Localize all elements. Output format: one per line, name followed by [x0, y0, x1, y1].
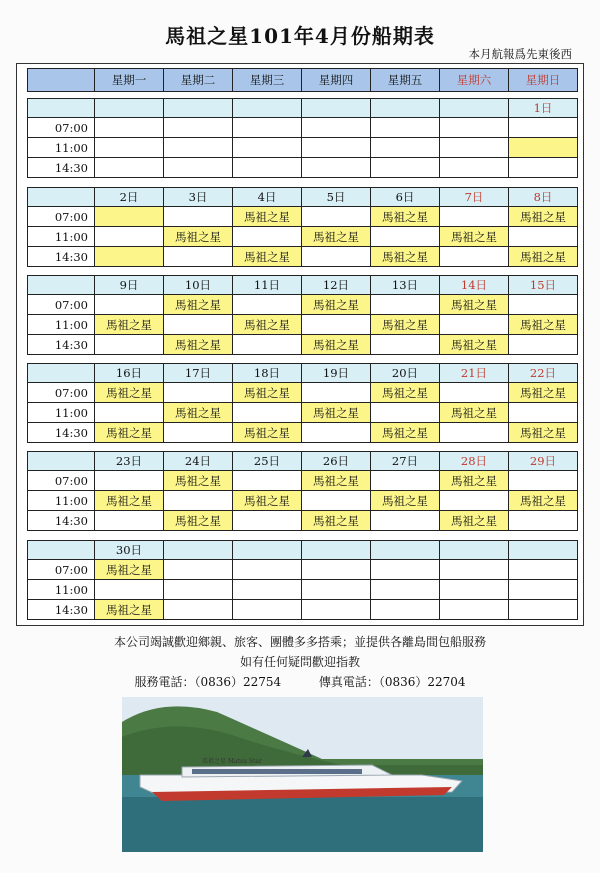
sailing-cell: 馬祖之星	[302, 335, 371, 355]
sailing-cell: 馬祖之星	[371, 247, 440, 267]
sailing-cell: 馬祖之星	[440, 403, 509, 423]
empty-cell	[233, 335, 302, 355]
empty-cell	[440, 315, 509, 335]
time-label: 14:30	[28, 247, 95, 267]
empty-cell	[233, 138, 302, 158]
empty-cell	[440, 118, 509, 138]
empty-cell	[509, 227, 578, 247]
empty-cell	[302, 118, 371, 138]
empty-cell	[95, 295, 164, 315]
weekday-header-table	[27, 68, 578, 92]
date-cell	[233, 541, 302, 560]
date-cell: 7日	[440, 188, 509, 207]
empty-cell	[95, 580, 164, 600]
empty-cell	[302, 207, 371, 227]
date-cell: 13日	[371, 276, 440, 295]
sailing-cell: 馬祖之星	[95, 315, 164, 335]
sailing-cell: 馬祖之星	[233, 247, 302, 267]
empty-cell	[371, 560, 440, 580]
sailing-cell: 馬祖之星	[302, 403, 371, 423]
date-cell	[233, 99, 302, 118]
weekday-header: 星期四	[302, 69, 371, 92]
time-label: 11:00	[28, 491, 95, 511]
page-subtitle: 本月航報爲先東後西	[468, 47, 572, 61]
empty-cell	[164, 207, 233, 227]
empty-cell	[233, 118, 302, 138]
sailing-cell: 馬祖之星	[233, 423, 302, 443]
sailing-cell: 馬祖之星	[509, 491, 578, 511]
sailing-cell: 馬祖之星	[302, 511, 371, 531]
date-cell: 28日	[440, 452, 509, 471]
empty-cell	[164, 315, 233, 335]
date-cell: 8日	[509, 188, 578, 207]
sailing-cell: 馬祖之星	[164, 511, 233, 531]
empty-cell	[302, 247, 371, 267]
sailing-cell: 馬祖之星	[164, 295, 233, 315]
week-table	[27, 363, 578, 443]
date-row-label	[28, 452, 95, 471]
empty-cell	[440, 138, 509, 158]
weekday-header: 星期二	[164, 69, 233, 92]
date-cell: 18日	[233, 364, 302, 383]
empty-cell	[233, 227, 302, 247]
sailing-cell: 馬祖之星	[164, 471, 233, 491]
empty-cell	[371, 600, 440, 620]
sailing-cell: 馬祖之星	[371, 491, 440, 511]
empty-cell	[164, 560, 233, 580]
empty-cell	[95, 511, 164, 531]
sailing-cell: 馬祖之星	[302, 471, 371, 491]
empty-cell	[440, 383, 509, 403]
empty-cell	[371, 403, 440, 423]
sailing-cell: 馬祖之星	[233, 207, 302, 227]
date-cell	[302, 99, 371, 118]
empty-cell	[509, 335, 578, 355]
time-label: 14:30	[28, 335, 95, 355]
sailing-cell: 馬祖之星	[509, 423, 578, 443]
page-title: 馬祖之星101年4月份船期表	[165, 24, 435, 48]
empty-cell	[164, 383, 233, 403]
empty-cell	[440, 247, 509, 267]
empty-cell	[164, 580, 233, 600]
empty-cell	[371, 511, 440, 531]
empty-cell	[302, 560, 371, 580]
time-label: 07:00	[28, 207, 95, 227]
date-cell	[509, 541, 578, 560]
time-label: 11:00	[28, 138, 95, 158]
empty-cell	[509, 560, 578, 580]
empty-cell	[302, 383, 371, 403]
date-cell: 22日	[509, 364, 578, 383]
empty-cell	[509, 600, 578, 620]
sailing-cell: 馬祖之星	[509, 315, 578, 335]
empty-cell	[302, 600, 371, 620]
empty-cell	[509, 158, 578, 178]
empty-cell	[509, 580, 578, 600]
service-phone-label: 服務電話：	[134, 675, 195, 689]
date-cell: 19日	[302, 364, 371, 383]
empty-cell	[233, 511, 302, 531]
sailing-cell: 馬祖之星	[95, 423, 164, 443]
week-table	[27, 275, 578, 355]
sailing-cell: 馬祖之星	[302, 227, 371, 247]
empty-cell	[233, 560, 302, 580]
date-cell: 5日	[302, 188, 371, 207]
empty-cell	[371, 118, 440, 138]
empty-cell	[164, 600, 233, 620]
date-cell: 16日	[95, 364, 164, 383]
sailing-cell: 馬祖之星	[440, 511, 509, 531]
sailing-cell: 馬祖之星	[164, 335, 233, 355]
date-row-label	[28, 188, 95, 207]
empty-cell	[164, 423, 233, 443]
sailing-cell: 馬祖之星	[371, 207, 440, 227]
empty-cell	[164, 118, 233, 138]
empty-cell	[302, 315, 371, 335]
weekday-header: 星期一	[95, 69, 164, 92]
date-cell: 30日	[95, 541, 164, 560]
sailing-cell: 馬祖之星	[233, 491, 302, 511]
date-cell: 24日	[164, 452, 233, 471]
sailing-cell: 馬祖之星	[440, 227, 509, 247]
empty-cell	[440, 580, 509, 600]
date-cell	[371, 541, 440, 560]
empty-cell	[371, 138, 440, 158]
empty-cell	[509, 118, 578, 138]
empty-cell	[440, 560, 509, 580]
empty-cell	[440, 423, 509, 443]
contact-line	[0, 673, 600, 690]
time-label: 14:30	[28, 423, 95, 443]
highlight-cell	[509, 138, 578, 158]
date-cell	[302, 541, 371, 560]
date-cell	[95, 99, 164, 118]
weekday-header: 星期六	[440, 69, 509, 92]
date-cell	[440, 541, 509, 560]
empty-cell	[509, 471, 578, 491]
time-label: 07:00	[28, 560, 95, 580]
footer-line-1: 本公司竭誠歡迎鄉親、旅客、團體多多搭乘；並提供各離島間包船服務	[113, 635, 486, 649]
sailing-cell: 馬祖之星	[95, 600, 164, 620]
empty-cell	[95, 403, 164, 423]
empty-cell	[371, 295, 440, 315]
empty-cell	[95, 335, 164, 355]
header-corner	[28, 69, 95, 92]
date-cell	[164, 99, 233, 118]
footer-line-2: 如有任何疑問歡迎指教	[239, 655, 360, 669]
empty-cell	[440, 207, 509, 227]
empty-cell	[233, 471, 302, 491]
sailing-cell: 馬祖之星	[302, 295, 371, 315]
date-cell: 21日	[440, 364, 509, 383]
sailing-cell: 馬祖之星	[95, 560, 164, 580]
sailing-cell: 馬祖之星	[233, 315, 302, 335]
sailing-cell: 馬祖之星	[164, 403, 233, 423]
empty-cell	[95, 158, 164, 178]
week-table	[27, 98, 578, 178]
highlight-cell	[95, 207, 164, 227]
time-label: 14:30	[28, 158, 95, 178]
date-cell: 25日	[233, 452, 302, 471]
empty-cell	[302, 491, 371, 511]
date-cell: 23日	[95, 452, 164, 471]
sailing-cell: 馬祖之星	[233, 383, 302, 403]
date-cell: 15日	[509, 276, 578, 295]
empty-cell	[95, 138, 164, 158]
empty-cell	[509, 295, 578, 315]
date-cell: 9日	[95, 276, 164, 295]
sailing-cell: 馬祖之星	[440, 295, 509, 315]
sailing-cell: 馬祖之星	[371, 423, 440, 443]
empty-cell	[302, 138, 371, 158]
highlight-cell	[95, 247, 164, 267]
empty-cell	[95, 471, 164, 491]
date-cell: 29日	[509, 452, 578, 471]
empty-cell	[440, 158, 509, 178]
date-cell: 12日	[302, 276, 371, 295]
time-label: 07:00	[28, 295, 95, 315]
empty-cell	[233, 600, 302, 620]
date-cell: 6日	[371, 188, 440, 207]
empty-cell	[371, 471, 440, 491]
date-row-label	[28, 541, 95, 560]
empty-cell	[371, 227, 440, 247]
empty-cell	[371, 580, 440, 600]
empty-cell	[302, 423, 371, 443]
time-label: 14:30	[28, 600, 95, 620]
service-phone: （0836）22754	[194, 675, 282, 689]
weekday-header: 星期三	[233, 69, 302, 92]
empty-cell	[164, 138, 233, 158]
date-cell: 20日	[371, 364, 440, 383]
empty-cell	[95, 227, 164, 247]
date-cell	[371, 99, 440, 118]
date-cell: 2日	[95, 188, 164, 207]
sailing-cell: 馬祖之星	[164, 227, 233, 247]
time-label: 11:00	[28, 580, 95, 600]
date-cell: 26日	[302, 452, 371, 471]
date-row-label	[28, 276, 95, 295]
sailing-cell: 馬祖之星	[440, 335, 509, 355]
time-label: 11:00	[28, 227, 95, 247]
empty-cell	[302, 580, 371, 600]
fax-phone: （0836）22704	[378, 675, 466, 689]
sailing-cell: 馬祖之星	[509, 383, 578, 403]
date-row-label	[28, 99, 95, 118]
date-cell: 3日	[164, 188, 233, 207]
empty-cell	[95, 118, 164, 138]
time-label: 11:00	[28, 315, 95, 335]
sailing-cell: 馬祖之星	[95, 491, 164, 511]
week-table	[27, 540, 578, 620]
date-cell	[164, 541, 233, 560]
date-cell: 4日	[233, 188, 302, 207]
time-label: 07:00	[28, 383, 95, 403]
time-label: 07:00	[28, 118, 95, 138]
empty-cell	[233, 403, 302, 423]
weekday-header: 星期日	[509, 69, 578, 92]
sailing-cell: 馬祖之星	[440, 471, 509, 491]
empty-cell	[164, 158, 233, 178]
sailing-cell: 馬祖之星	[371, 383, 440, 403]
empty-cell	[509, 511, 578, 531]
boat-name-text: 馬祖之星 Matsu Star	[202, 758, 262, 765]
sailing-cell: 馬祖之星	[371, 315, 440, 335]
sailing-cell: 馬祖之星	[95, 383, 164, 403]
empty-cell	[440, 600, 509, 620]
empty-cell	[371, 335, 440, 355]
empty-cell	[164, 491, 233, 511]
empty-cell	[164, 247, 233, 267]
date-cell: 14日	[440, 276, 509, 295]
weekday-header: 星期五	[371, 69, 440, 92]
week-table	[27, 451, 578, 531]
date-cell: 10日	[164, 276, 233, 295]
empty-cell	[440, 491, 509, 511]
time-label: 07:00	[28, 471, 95, 491]
date-cell	[440, 99, 509, 118]
date-cell: 17日	[164, 364, 233, 383]
empty-cell	[233, 158, 302, 178]
fax-phone-label: 傳真電話：	[318, 675, 379, 689]
empty-cell	[233, 295, 302, 315]
time-label: 11:00	[28, 403, 95, 423]
date-cell: 11日	[233, 276, 302, 295]
time-label: 14:30	[28, 511, 95, 531]
date-row-label	[28, 364, 95, 383]
sailing-cell: 馬祖之星	[509, 247, 578, 267]
ferry-photo	[122, 697, 483, 852]
date-cell: 27日	[371, 452, 440, 471]
date-cell: 1日	[509, 99, 578, 118]
empty-cell	[509, 403, 578, 423]
sailing-cell: 馬祖之星	[509, 207, 578, 227]
empty-cell	[371, 158, 440, 178]
empty-cell	[233, 580, 302, 600]
empty-cell	[302, 158, 371, 178]
week-table	[27, 187, 578, 267]
